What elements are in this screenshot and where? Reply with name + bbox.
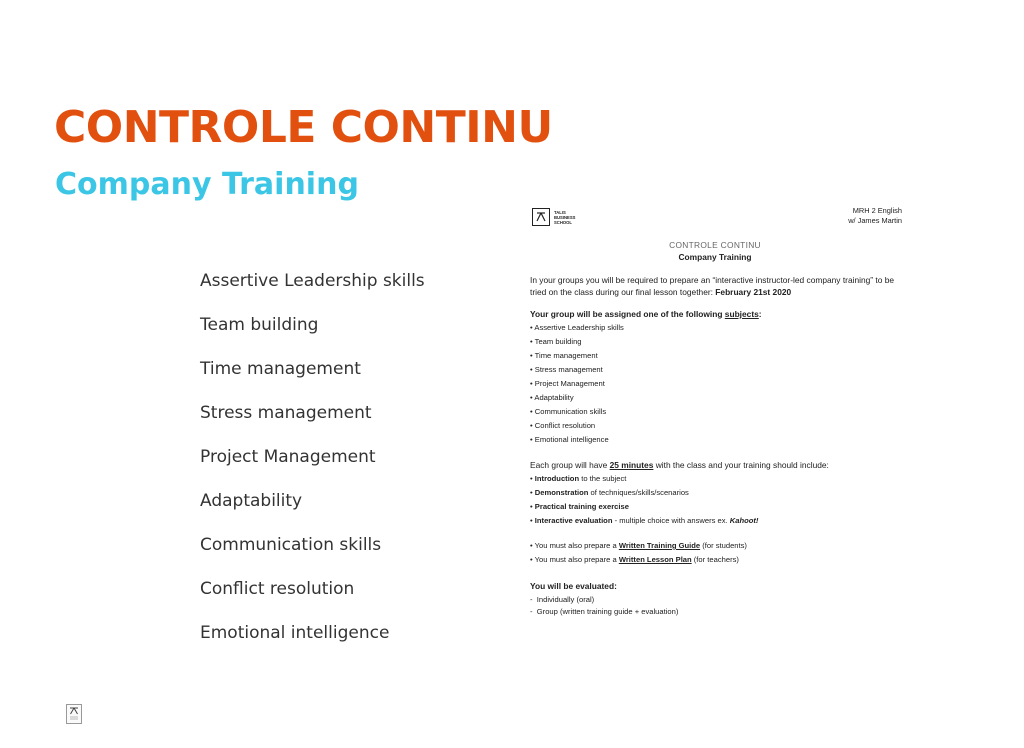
- doc-subject-item: • Time management: [530, 351, 598, 360]
- topic-item: Stress management: [200, 403, 372, 423]
- include-time: 25 minutes: [609, 460, 654, 470]
- topic-item: Project Management: [200, 447, 376, 467]
- topic-item: Team building: [200, 315, 319, 335]
- evaluation-item: - Individually (oral): [530, 595, 595, 604]
- assign-colon: :: [758, 309, 762, 319]
- page-title: CONTROLE CONTINU: [54, 102, 553, 153]
- course-name: MRH 2 English: [852, 206, 902, 215]
- assign-heading: [530, 309, 762, 320]
- doc-subject-item: • Emotional intelligence: [530, 435, 609, 444]
- doc-intro: [530, 275, 908, 298]
- talis-logo-icon: [532, 208, 550, 226]
- doc-subject-list: [530, 322, 624, 448]
- doc-subject-item: • Communication skills: [530, 407, 607, 416]
- assign-subjects-label: subjects: [724, 309, 759, 319]
- doc-subject-item: • Adaptability: [530, 393, 574, 402]
- doc-title: CONTROLE CONTINU: [669, 240, 761, 250]
- school-logo: [532, 208, 578, 226]
- evaluation-heading: You will be evaluated:: [530, 581, 617, 591]
- requirements-list: [530, 473, 758, 529]
- topic-item: Time management: [200, 359, 361, 379]
- topic-item: Emotional intelligence: [200, 623, 390, 643]
- requirement-item: • Demonstration of techniques/skills/scenarios: [530, 488, 689, 497]
- intro-text: In your groups you will be required to prepare an “interactive instructor-led company training” to be tried on the class during our final lesson together:: [530, 275, 895, 297]
- requirement-item: • Introduction to the subject: [530, 474, 627, 483]
- course-info: [848, 206, 902, 226]
- include-heading: Each group will have 25 minutes with the class and your training should include:: [530, 460, 829, 470]
- requirement-item: • Practical training exercise: [530, 502, 629, 511]
- doc-subject-item: • Stress management: [530, 365, 603, 374]
- doc-subject-item: • Team building: [530, 337, 582, 346]
- topic-item: Adaptability: [200, 491, 303, 511]
- preparation-item: • You must also prepare a Written Lesson Plan (for teachers): [530, 555, 739, 564]
- preparation-item: • You must also prepare a Written Training Guide (for students): [530, 541, 747, 550]
- evaluation-item: - Group (written training guide + evaluation): [530, 607, 679, 616]
- footer-logo-icon: [66, 704, 82, 724]
- doc-subtitle: Company Training: [678, 252, 752, 262]
- page-subtitle: Company Training: [55, 167, 359, 202]
- assignment-document-image: [526, 200, 912, 630]
- topic-list: [200, 270, 425, 666]
- doc-subject-item: • Project Management: [530, 379, 605, 388]
- requirement-item: • Interactive evaluation - multiple choice with answers ex. Kahoot!: [530, 516, 759, 525]
- evaluation-list: [530, 594, 678, 618]
- topic-item: Communication skills: [200, 535, 382, 555]
- doc-subject-item: • Assertive Leadership skills: [530, 323, 624, 332]
- preparation-list: [530, 540, 747, 568]
- intro-date: February 21st 2020: [715, 286, 792, 297]
- assign-text: Your group will be assigned one of the following: [530, 309, 725, 319]
- logo-text: TALIS BUSINESS SCHOOL: [554, 209, 576, 225]
- topic-item: Assertive Leadership skills: [200, 271, 425, 291]
- doc-subject-item: • Conflict resolution: [530, 421, 596, 430]
- topic-item: Conflict resolution: [200, 579, 355, 599]
- course-teacher: w/ James Martin: [848, 216, 902, 225]
